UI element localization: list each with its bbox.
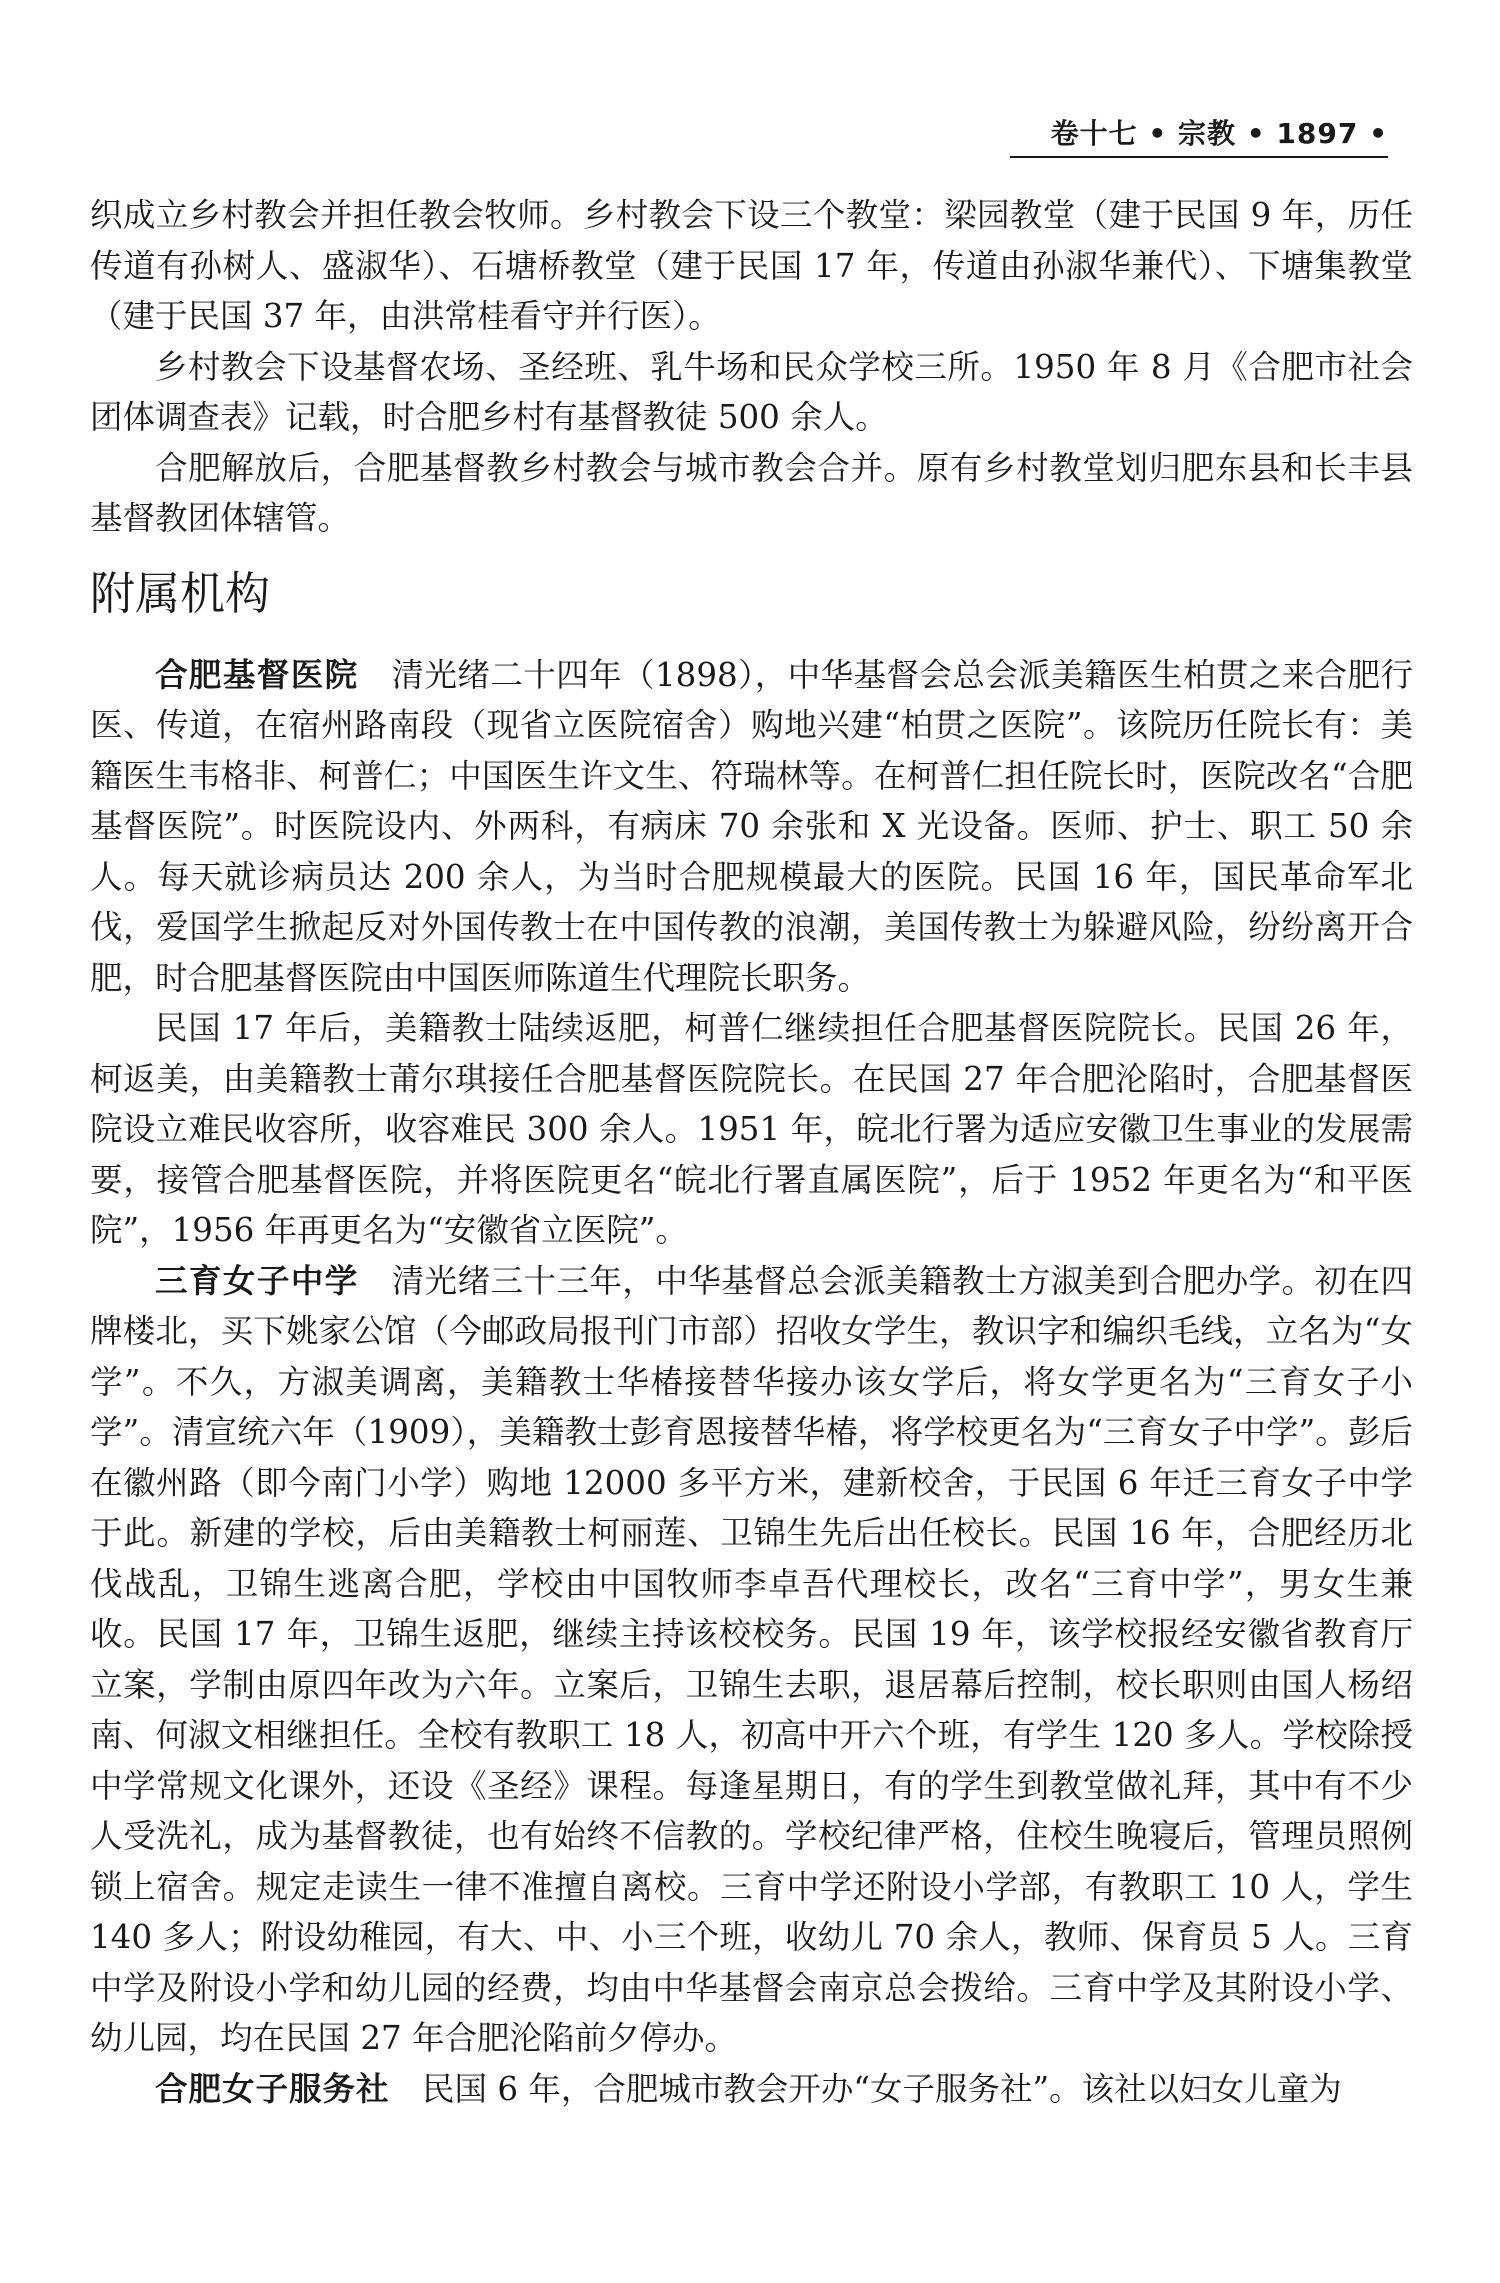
entry-girls-school-text: 清光绪三十三年，中华基督总会派美籍教士方淑美到合肥办学。初在四牌楼北，买下姚家公馆（今邮政局报刊门市部）招收女学生，教识字和编织毛线，立名为“女学”。不久，方淑美调离，美籍教士华椿接替华接办该女学后，将女学更名为“三育女子小学”。清宣统六年（1909），美籍教士彭育恩接替华椿，将学校更名为“三育女子中学”。彭后在徽州路（即今南门小学）购地 12000 多平方米，建新校舍，于民国 6 年迁三育女子中学于此。新建的学校，后由美籍教士柯丽莲、卫锦生先后出任校长。民国 16 年，合肥经历北伐战乱，卫锦生逃离合肥，学校由中国牧师李卓吾代理校长，改名“三育中学”，男女生兼收。民国 17 年，卫锦生返肥，继续主持该校校务。民国 19 年，该学校报经安徽省教育厅立案，学制由原四年改为六年。立案后，卫锦生去职，退居幕后控制，校长职则由国人杨绍南、何淑文相继担任。全校有教职工 18 人，初高中开六个班，有学生 120 多人。学校除授中学常规文化课外，还设《圣经》课程。每逢星期日，有的学生到教堂做礼拜，其中有不少人受洗礼，成为基督教徒，也有始终不信教的。学校纪律严格，住校生晚寝后，管理员照例锁上宿舍。规定走读生一律不准擅自离校。三育中学还附设小学部，有教职工 10 人，学生 140 多人；附设幼稚园，有大、中、小三个班，收幼儿 70 余人，教师、保育员 5 人。三育中学及附设小学和幼儿园的经费，均由中华基督会南京总会拨给。三育中学及其附设小学、幼儿园，均在民国 27 年合肥沦陷前夕停办。 [90,1261,1413,2057]
entry-hospital [90,650,1413,1004]
running-head: 卷十七 • 宗教 • 1897 • [1050,117,1388,150]
entry-girls-school [90,1256,1413,2064]
entry-girls-school-name: 三育女子中学 [155,1261,359,1300]
paragraph-after-liberation: 合肥解放后，合肥基督教乡村教会与城市教会合并。原有乡村教堂划归肥东县和长丰县基督教团体辖管。 [90,448,1413,537]
header-rule [1010,156,1388,158]
entry-hospital-continued: 民国 17 年后，美籍教士陆续返肥，柯普仁继续担任合肥基督医院院长。民国 26 年，柯返美，由美籍教士莆尔琪接任合肥基督医院院长。在民国 27 年合肥沦陷时，合肥基督医院设立难民收容所，收容难民 300 余人。1951 年，皖北行署为适应安徽卫生事业的发展需要，接管合肥基督医院，并将医院更名“皖北行署直属医院”，后于 1952 年更名为“和平医院”，1956 年再更名为“安徽省立医院”。 [90,1009,1413,1249]
section-title: 附属机构 [90,566,271,620]
entry-women-service-text: 民国 6 年，合肥城市教会开办“女子服务社”。该社以妇女儿童为 [422,2069,1342,2108]
entry-hospital-text: 清光绪二十四年（1898），中华基督会总会派美籍医生柏贯之来合肥行医、传道，在宿州路南段（现省立医院宿舍）购地兴建“柏贯之医院”。该院历任院长有：美籍医生韦格非、柯普仁；中国医生许文生、符瑞林等。在柯普仁担任院长时，医院改名“合肥基督医院”。时医院设内、外两科，有病床 70 余张和 X 光设备。医师、护士、职工 50 余人。每天就诊病员达 200 余人，为当时合肥规模最大的医院。民国 16 年，国民革命军北伐，爱国学生掀起反对外国传教士在中国传教的浪潮，美国传教士为躲避风险，纷纷离开合肥，时合肥基督医院由中国医师陈道生代理院长职务。 [90,655,1413,997]
entry-hospital-name: 合肥基督医院 [155,655,359,694]
entry-women-service [90,2064,1413,2115]
paragraph-rural-facilities: 乡村教会下设基督农场、圣经班、乳牛场和民众学校三所。1950 年 8 月《合肥市社会团体调查表》记载，时合肥乡村有基督教徒 500 余人。 [90,347,1413,436]
paragraph-rural-churches: 织成立乡村教会并担任教会牧师。乡村教会下设三个教堂：梁园教堂（建于民国 9 年，历任传道有孙树人、盛淑华）、石塘桥教堂（建于民国 17 年，传道由孙淑华兼代）、下塘集教堂（建于民国 37 年，由洪常桂看守并行医）。 [90,196,1413,335]
page-body [90,190,1413,2114]
entry-women-service-name: 合肥女子服务社 [155,2069,390,2108]
